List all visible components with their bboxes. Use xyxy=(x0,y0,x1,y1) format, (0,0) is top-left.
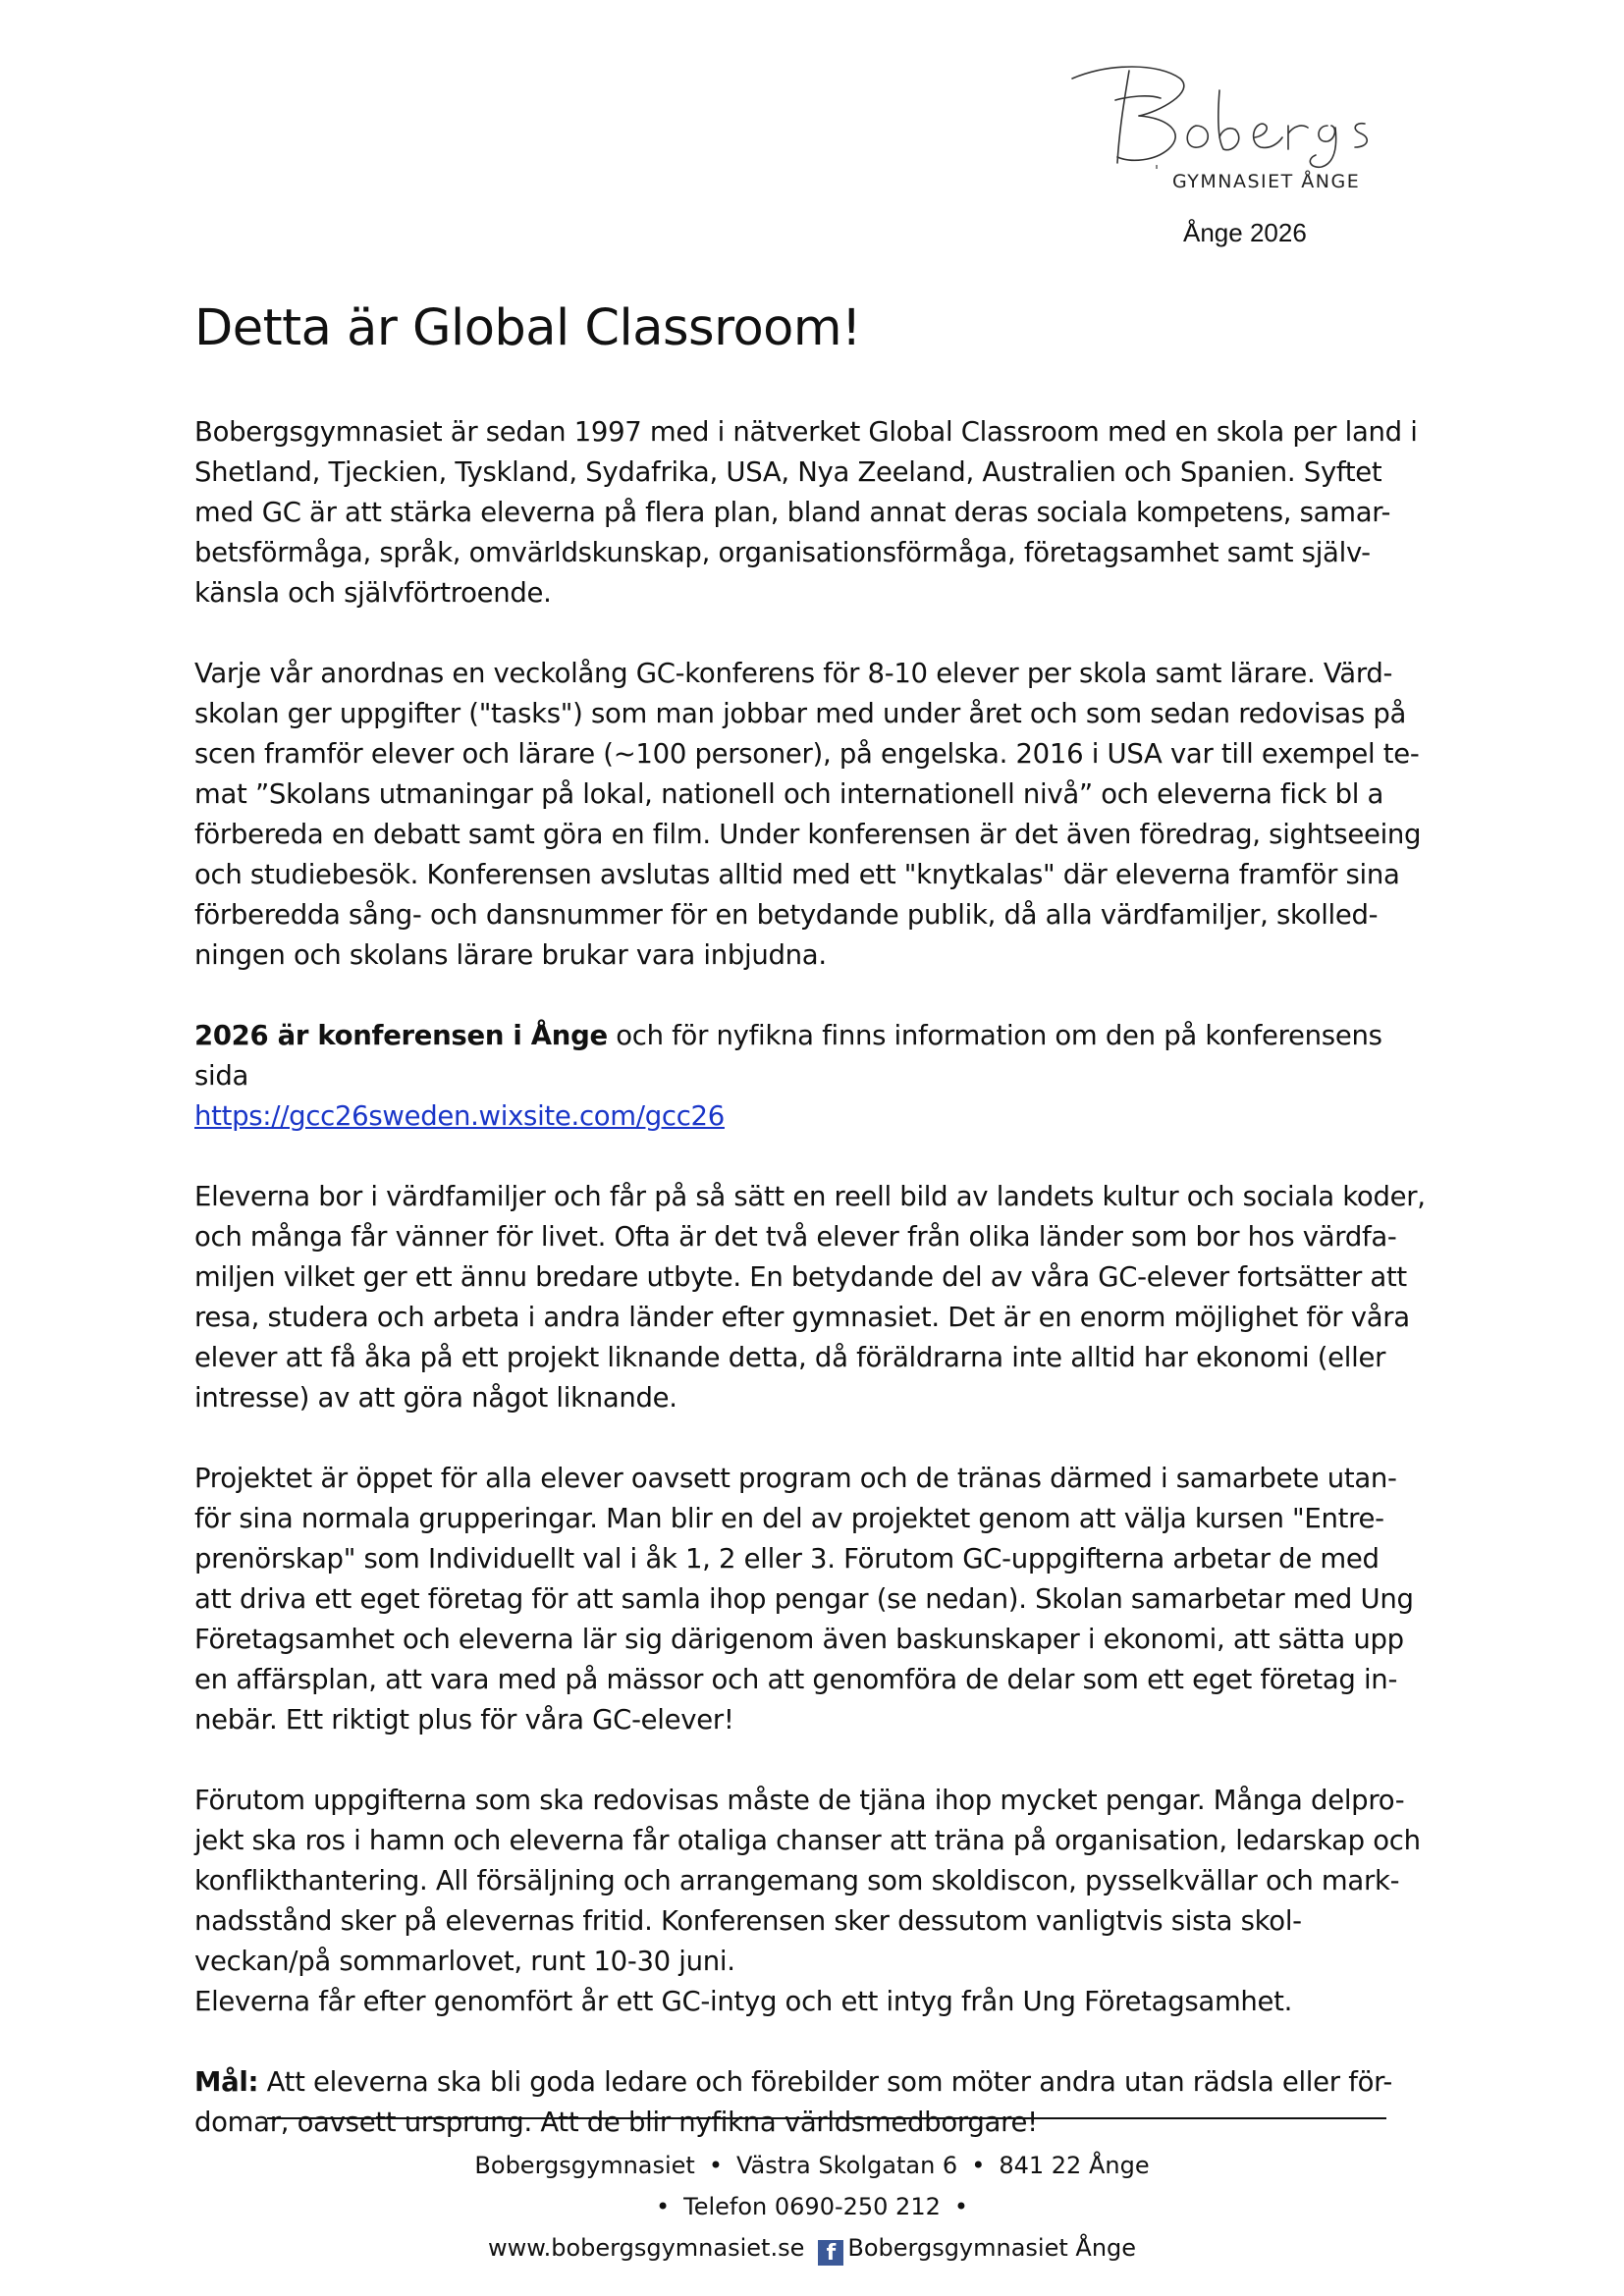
footer-web-line xyxy=(0,2234,1624,2266)
footer-facebook[interactable]: Bobergsgymnasiet Ånge xyxy=(847,2234,1137,2262)
paragraph-conference-2026 xyxy=(194,1016,1441,1137)
document-body xyxy=(194,412,1441,2183)
bullet-separator: • xyxy=(971,2152,986,2179)
goal-text: Att eleverna ska bli goda ledare och förebilder som möter andra utan rädsla eller för- domar, oavsett ursprung. Att de blir nyfikna världsmedborgare! xyxy=(194,2066,1392,2138)
footer-divider xyxy=(267,2117,1386,2119)
place-date: Ånge 2026 xyxy=(1183,218,1307,247)
goal-label: Mål: xyxy=(194,2066,259,2098)
facebook-icon: f xyxy=(818,2240,843,2266)
conference-2026-text: och för nyfikna finns information om den på konferensens sida xyxy=(194,1020,1382,1092)
paragraph-conference: Varje vår anordnas en veckolång GC-konferens för 8-10 elever per skola samt lärare. Värd- skolan ger uppgifter ("tasks") som man jobbar med under året och som sedan redovisas på scen framför elever och lärare (~100 personer), på engelska. 2016 i USA var till exempel te- mat ”Skolans utmaningar på lokal, nationell och internationell nivå” och eleverna fick bl a förbereda en debatt samt göra en film. Under konferensen är det även föredrag, sightseeing och studiebesök. Konferensen avslutas alltid med ett "knytkalas" där eleverna framför sina förberedda sång- och dansnummer för en betydande publik, då alla värdfamiljer, skolled- ningen och skolans lärare brukar vara inbjudna. xyxy=(194,658,1422,971)
footer-street: Västra Skolgatan 6 xyxy=(736,2152,958,2179)
paragraph-goal xyxy=(194,2062,1441,2143)
paragraph-intro: Bobergsgymnasiet är sedan 1997 med i nätverket Global Classroom med en skola per land i Shetland, Tjeckien, Tyskland, Sydafrika, USA, Nya Zeeland, Australien och Spanien. Syftet med GC är att stärka eleverna på flera plan, bland annat deras sociala kompetens, samar- betsförmåga, språk, omvärldskunskap, organisationsförmåga, företagsamhet samt själv- känsla och självförtroende. xyxy=(194,416,1418,609)
page-title: Detta är Global Classroom! xyxy=(194,299,861,357)
conference-2026-heading: 2026 är konferensen i Ånge xyxy=(194,1020,608,1051)
paragraph-fundraising: Förutom uppgifterna som ska redovisas måste de tjäna ihop mycket pengar. Många delpro- jekt ska ros i hamn och eleverna får otaliga chanser att träna på organisation, ledarskap och konflikthantering. All försäljning och arrangemang som skoldiscon, pysselkvällar och mark- nadsstånd sker på elevernas fritid. Konferensen sker dessutom vanligtvis sista skol- veckan/på sommarlovet, runt 10-30 juni. xyxy=(194,1785,1421,1977)
school-logo xyxy=(1070,61,1404,198)
bullet-separator: • xyxy=(708,2152,723,2179)
bullet-separator: • xyxy=(953,2193,969,2220)
footer-school-name: Bobergsgymnasiet xyxy=(474,2152,695,2179)
paragraph-host-families: Eleverna bor i värdfamiljer och får på så sätt en reell bild av landets kultur och sociala koder, och många får vänner för livet. Ofta är det två elever från olika länder som bor hos värdfa- miljen vilket ger ett ännu bredare utbyte. En betydande del av våra GC-elever fortsätter att resa, studera och arbeta i andra länder efter gymnasiet. Det är en enorm möjlighet för våra elever att få åka på ett projekt liknande detta, då föräldrarna inte alltid har ekonomi (eller intresse) av att göra något liknande. xyxy=(194,1181,1426,1414)
footer-postal: 841 22 Ånge xyxy=(999,2152,1150,2179)
paragraph-certificate: Eleverna får efter genomfört år ett GC-intyg och ett intyg från Ung Företagsamhet. xyxy=(194,1986,1293,2017)
logo-signature xyxy=(1070,61,1404,169)
bullet-separator: • xyxy=(655,2193,671,2220)
footer-phone: Telefon 0690-250 212 xyxy=(683,2193,941,2220)
footer-phone-line xyxy=(0,2193,1624,2220)
paragraph-project: Projektet är öppet för alla elever oavsett program och de tränas därmed i samarbete utan- för sina normala grupperingar. Man blir en del av projektet genom att välja kursen "Entre- prenörskap" som Individuellt val i åk 1, 2 eller 3. Förutom GC-uppgifterna arbetar de med att driva ett eget företag för att samla ihop pengar (se nedan). Skolan samarbetar med Ung Företagsamhet och eleverna lär sig därigenom även baskunskaper i ekonomi, att sätta upp en affärsplan, att vara med på mässor och att genomföra de delar som ett eget företag in- nebär. Ett riktigt plus för våra GC-elever! xyxy=(194,1463,1414,1735)
conference-website-link[interactable]: https://gcc26sweden.wixsite.com/gcc26 xyxy=(194,1100,725,1132)
logo-subtitle: GYMNASIET ÅNGE xyxy=(1172,171,1361,192)
footer-website[interactable]: www.bobergsgymnasiet.se xyxy=(487,2234,805,2262)
footer-address-line xyxy=(0,2152,1624,2179)
